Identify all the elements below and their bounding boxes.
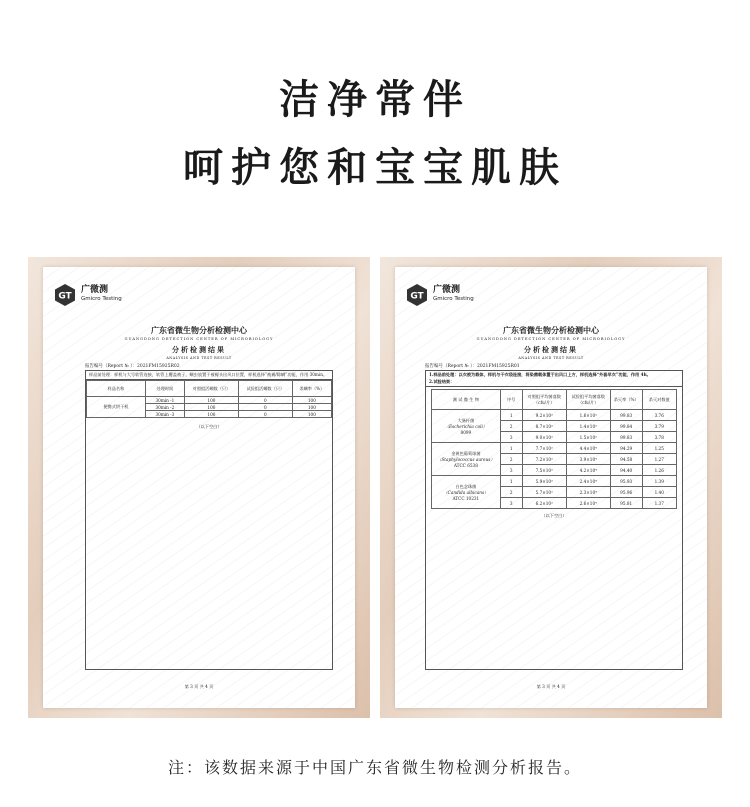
table-cell: 99.84 [610, 421, 642, 432]
table-header: 处理时间 [145, 381, 184, 397]
table-cell: 6.2×10⁵ [522, 498, 566, 509]
page-number: 第 3 页 共 4 页 [184, 684, 214, 689]
table-cell: 1 [500, 443, 522, 454]
table-cell: 100 [184, 404, 238, 411]
table-cell: 2.3×10⁴ [566, 487, 610, 498]
report-panel-right [380, 257, 722, 718]
table-header: 杀灭率（%） [610, 390, 642, 410]
page-number: 第 3 页 共 4 页 [536, 684, 566, 689]
blank-below-mark: （以下空白） [196, 424, 222, 429]
logo-cn: 广微测 [433, 285, 461, 295]
svg-text:GT: GT [58, 291, 72, 302]
report-title: 分析检测结果 [172, 345, 226, 354]
table-header: 序号 [500, 390, 522, 410]
table-cell: 30min -2 [145, 404, 184, 411]
table-cell: 4.2×10⁴ [566, 465, 610, 476]
table-cell: 99.83 [610, 432, 642, 443]
pretreatment-note: 1.样品前处理：以衣被为载体，样机与干衣袋连接，将染菌载体置于出风口上方，样机选择“外套早衣”功能，作用 4h。 [429, 372, 651, 377]
table-cell: 4.4×10⁴ [566, 443, 610, 454]
table-cell: 1 [500, 476, 522, 487]
microbe-strain: ATCC 10231 [452, 495, 480, 501]
table-cell: 1 [500, 410, 522, 421]
table-cell: 100 [292, 411, 331, 418]
table-cell: 95.93 [610, 476, 642, 487]
table-header: 杀螨率（%） [292, 381, 331, 397]
table-row [432, 443, 677, 454]
microbe-name: 金黄色葡萄球菌 [451, 450, 481, 456]
table-cell: 8.7×10⁵ [522, 421, 566, 432]
microbe-strain: 8099 [460, 429, 472, 435]
table-header: 样品名称 [87, 381, 146, 397]
org-name: 广东省微生物分析检测中心 [151, 325, 247, 335]
logo [53, 283, 122, 307]
microbe-cell [432, 476, 501, 509]
pretreatment-note: 样品前处理：样机与大号软管连接，软管上覆盖被子，螨虫放置于被褥头出风口位置，样机选择“被褥/除螨”功能，作用 30min。 [86, 371, 332, 380]
table-cell: 95.81 [610, 498, 642, 509]
table-cell: 30min -1 [145, 397, 184, 404]
logo-en: Gmicro Testing [433, 296, 474, 302]
table-cell: 100 [184, 411, 238, 418]
table-cell: 94.29 [610, 443, 642, 454]
table-cell: 7.2×10⁵ [522, 454, 566, 465]
table-cell: 7.7×10⁵ [522, 443, 566, 454]
table-cell: 1.27 [642, 454, 676, 465]
svg-text:GT: GT [410, 291, 424, 302]
table-cell: 2 [500, 454, 522, 465]
table-header: 杀灭对数值 [642, 390, 676, 410]
microbe-name: 大肠杆菌 [457, 417, 475, 423]
microbe-latin: （Staphylococcus aureus） [437, 456, 495, 462]
org-name-en: GUANGDONG DETECTION CENTER OF MICROBIOLOGY [124, 337, 274, 341]
table-cell: 3 [500, 498, 522, 509]
table-cell: 2.6×10⁴ [566, 498, 610, 509]
table-header: 试验组平均菌落数（cfu/片） [566, 390, 610, 410]
logo-cn: 广微测 [81, 285, 109, 295]
microbe-name: 白色念珠菌 [455, 483, 477, 489]
report-title-en: ANALYSIS AND TEST RESULT [518, 356, 584, 360]
table-header: 对照组活螨数（只） [184, 381, 238, 397]
report-number: 报告编号（Report № ）：2021FM15925R01 [425, 364, 520, 369]
report-number: 报告编号（Report № ）：2021FM15925R02 [85, 364, 180, 369]
logo [405, 283, 474, 307]
headline-line-1: 洁净常伴 [279, 77, 471, 123]
table-header: 测 试 微 生 物 [432, 390, 501, 410]
report-sheet-left [43, 267, 355, 708]
table-cell: 100 [292, 397, 331, 404]
report-title-en: ANALYSIS AND TEST RESULT [166, 356, 232, 360]
table-cell: 7.5×10⁵ [522, 465, 566, 476]
table-cell: 100 [292, 404, 331, 411]
gt-logo-icon [53, 283, 77, 307]
table-cell: 3.78 [642, 432, 676, 443]
table-cell: 5.7×10⁵ [522, 487, 566, 498]
microbe-cell [432, 443, 501, 476]
report-sheet-right [395, 267, 707, 708]
table-cell: 1.37 [642, 498, 676, 509]
source-footnote: 注：该数据来源于中国广东省微生物检测分析报告。 [167, 758, 582, 777]
blank-below-mark: （以下空白） [541, 513, 567, 518]
table-cell: 2 [500, 421, 522, 432]
table-cell: 99.83 [610, 410, 642, 421]
logo-en: Gmicro Testing [81, 296, 122, 302]
table-cell: 0 [238, 397, 292, 404]
table-cell: 5.9×10⁵ [522, 476, 566, 487]
microbe-latin: （Candida albicans） [443, 489, 489, 495]
table-cell: 1.26 [642, 465, 676, 476]
report-box [85, 370, 333, 670]
table-cell: 94.58 [610, 454, 642, 465]
report-panel-left [28, 257, 370, 718]
table-cell: 0 [238, 411, 292, 418]
table-row [432, 410, 677, 421]
report-box [425, 370, 683, 670]
table-cell: 100 [184, 397, 238, 404]
microbe-strain: ATCC 6538 [453, 462, 478, 468]
table-cell: 9.2×10⁵ [522, 410, 566, 421]
headline-line-2: 呵护您和宝宝肌肤 [183, 145, 567, 191]
table-cell: 1.6×10³ [566, 410, 610, 421]
table-cell: 1.39 [642, 476, 676, 487]
table-cell: 1.40 [642, 487, 676, 498]
table-cell: 94.40 [610, 465, 642, 476]
sample-name-cell: 便携式烘干机 [87, 397, 146, 418]
table-cell: 2 [500, 487, 522, 498]
table-cell: 1.4×10³ [566, 421, 610, 432]
table-cell: 2.4×10⁴ [566, 476, 610, 487]
table-cell: 95.96 [610, 487, 642, 498]
table-cell: 3 [500, 432, 522, 443]
mite-result-table [86, 380, 332, 418]
table-header: 试验组活螨数（只） [238, 381, 292, 397]
results-heading: 2.试验结果： [426, 379, 682, 387]
table-cell: 3.79 [642, 421, 676, 432]
microbe-latin: （Escherichia coli） [444, 423, 487, 429]
table-cell: 1.25 [642, 443, 676, 454]
table-row [432, 476, 677, 487]
org-name-en: GUANGDONG DETECTION CENTER OF MICROBIOLOGY [476, 337, 626, 341]
table-cell: 3.9×10⁴ [566, 454, 610, 465]
table-cell: 9.0×10⁵ [522, 432, 566, 443]
table-cell: 1.5×10³ [566, 432, 610, 443]
table-cell: 3.76 [642, 410, 676, 421]
table-cell: 0 [238, 404, 292, 411]
gt-logo-icon [405, 283, 429, 307]
microbe-cell [432, 410, 501, 443]
table-header: 对照组平均菌落数（cfu/片） [522, 390, 566, 410]
table-cell: 30min -3 [145, 411, 184, 418]
microbe-result-table [431, 389, 677, 509]
table-row [87, 397, 332, 404]
table-cell: 3 [500, 465, 522, 476]
report-title: 分析检测结果 [524, 345, 578, 354]
org-name: 广东省微生物分析检测中心 [503, 325, 599, 335]
